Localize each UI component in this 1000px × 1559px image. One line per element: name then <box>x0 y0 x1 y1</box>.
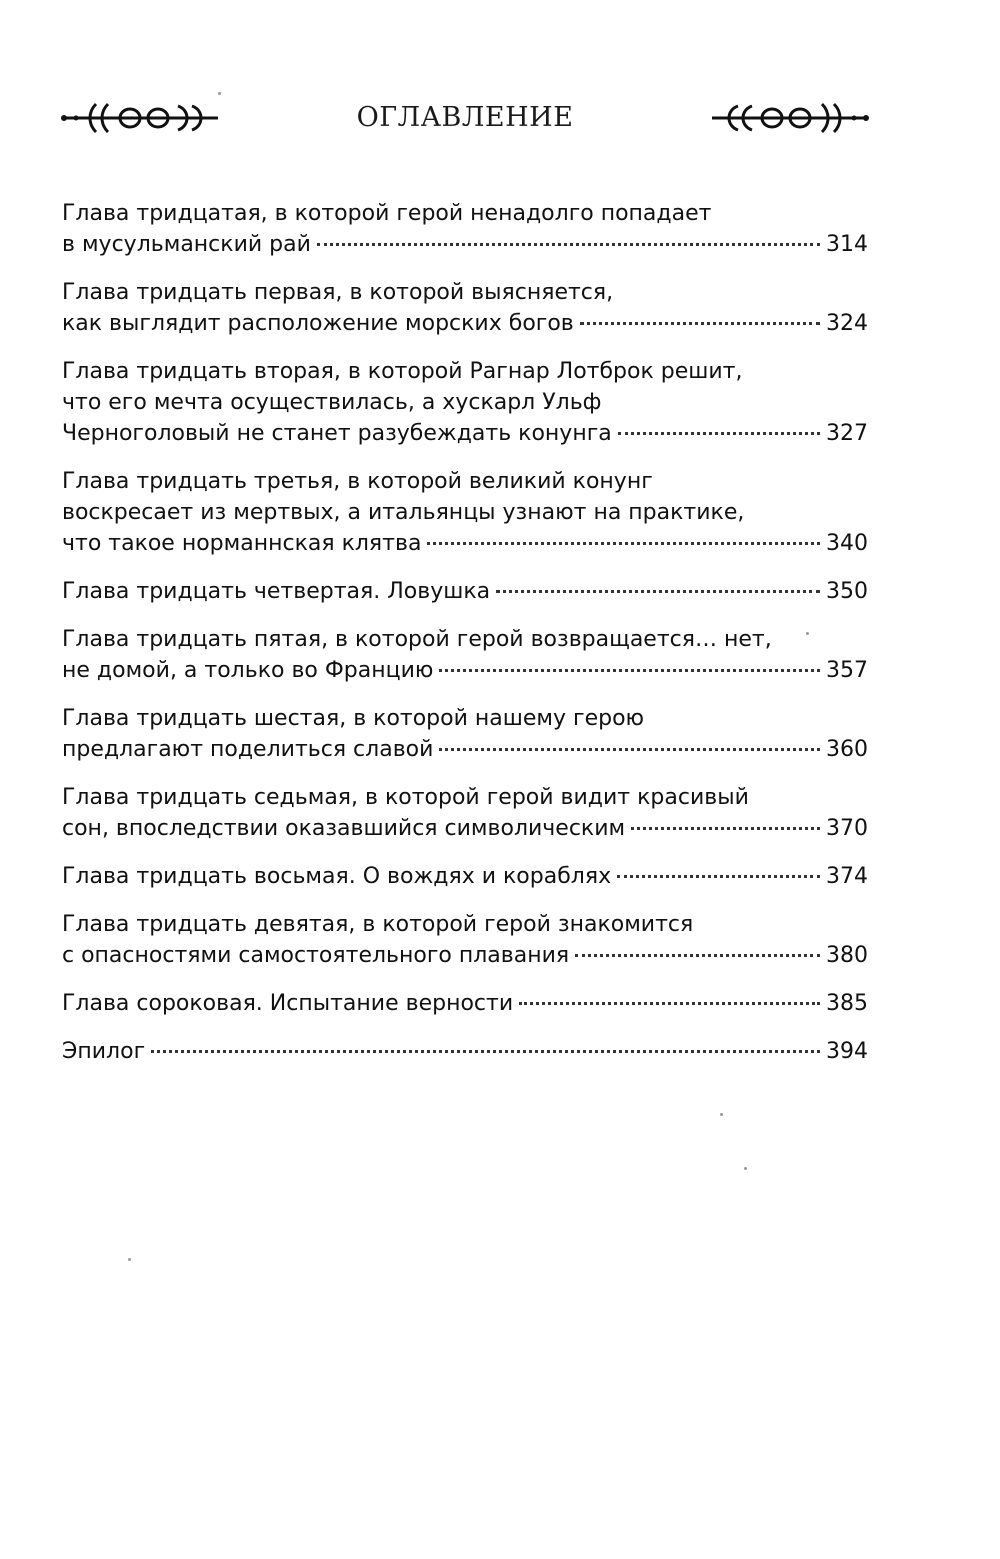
header <box>60 96 870 140</box>
toc-entry <box>62 703 868 765</box>
toc-entry-last-line <box>62 576 868 607</box>
toc-entry-line: Глава сороковая. Испытание верности <box>62 991 514 1016</box>
dot-leader <box>618 432 820 435</box>
toc-entry-line: что его мечта осуществилась, а хускарл Ульф <box>62 390 602 415</box>
toc-entry-last-line <box>62 988 868 1019</box>
print-speck <box>806 632 809 635</box>
toc-entry-line: Глава тридцать третья, в которой великий конунг <box>62 469 653 494</box>
toc-entry-line: Глава тридцать седьмая, в которой герой видит красивый <box>62 785 749 810</box>
toc-entry-line: что такое норманнская клятва <box>62 531 422 556</box>
dot-leader <box>617 875 820 878</box>
dot-leader <box>439 748 820 751</box>
toc-entry-line: Глава тридцать пятая, в которой герой возвращается… нет, <box>62 627 772 652</box>
toc-page-number: 374 <box>826 864 868 889</box>
dot-leader <box>317 243 820 246</box>
dot-leader <box>631 827 820 830</box>
toc-entry <box>62 782 868 844</box>
print-speck <box>720 1113 723 1116</box>
toc-entry-line: Глава тридцать четвертая. Ловушка <box>62 579 491 604</box>
toc-entry-line: не домой, а только во Францию <box>62 658 434 683</box>
dot-leader <box>519 1002 820 1005</box>
toc-entry-line: в мусульманский рай <box>62 232 311 257</box>
toc-page-number: 350 <box>826 579 868 604</box>
toc-entry <box>62 624 868 686</box>
toc-entry-line: воскресает из мертвых, а итальянцы узнают на практике, <box>62 500 745 525</box>
toc-entry-last-line <box>62 940 868 971</box>
toc-entry-last-line <box>62 418 868 449</box>
toc-page-number: 380 <box>826 943 868 968</box>
toc-entry-last-line <box>62 813 868 844</box>
toc-page-number: 340 <box>826 531 868 556</box>
dot-leader <box>580 322 820 325</box>
toc-entry-line: Эпилог <box>62 1039 146 1064</box>
page-title: ОГЛАВЛЕНИЕ <box>356 102 574 133</box>
print-speck <box>218 92 221 95</box>
toc-entry <box>62 909 868 971</box>
toc-entry-line: предлагают поделиться славой <box>62 737 434 762</box>
toc-page-number: 360 <box>826 737 868 762</box>
toc-entry-last-line <box>62 734 868 765</box>
toc-entry-last-line <box>62 308 868 339</box>
toc-entry-last-line <box>62 1036 868 1067</box>
toc-entry <box>62 1036 868 1067</box>
toc-entry-line: Глава тридцать первая, в которой выясняется, <box>62 280 614 305</box>
dot-leader <box>151 1050 820 1053</box>
toc-entry-line: Черноголовый не станет разубеждать конунга <box>62 421 612 446</box>
toc-entry <box>62 988 868 1019</box>
toc-entry <box>62 861 868 892</box>
dot-leader <box>427 542 820 545</box>
toc-entry-line: Глава тридцать девятая, в которой герой знакомится <box>62 912 694 937</box>
print-speck <box>744 1167 747 1170</box>
toc-entry <box>62 466 868 559</box>
toc-entry-line: сон, впоследствии оказавшийся символическим <box>62 816 626 841</box>
toc-page-number: 327 <box>826 421 868 446</box>
toc-entry <box>62 356 868 449</box>
table-of-contents <box>62 198 868 1084</box>
dot-leader <box>439 669 820 672</box>
toc-entry-last-line <box>62 655 868 686</box>
toc-entry-last-line <box>62 229 868 260</box>
ornament-right-icon <box>710 98 870 138</box>
toc-page-number: 357 <box>826 658 868 683</box>
toc-entry-line: Глава тридцать восьмая. О вождях и кораблях <box>62 864 612 889</box>
dot-leader <box>496 590 820 593</box>
print-speck <box>128 1258 131 1261</box>
toc-entry-line: Глава тридцатая, в которой герой ненадолго попадает <box>62 201 712 226</box>
toc-page-number: 370 <box>826 816 868 841</box>
toc-page-number: 314 <box>826 232 868 257</box>
toc-entry <box>62 576 868 607</box>
dot-leader <box>575 954 820 957</box>
toc-page-number: 385 <box>826 991 868 1016</box>
toc-entry-last-line <box>62 861 868 892</box>
toc-page-number: 324 <box>826 311 868 336</box>
toc-entry-line: Глава тридцать шестая, в которой нашему герою <box>62 706 645 731</box>
toc-entry-last-line <box>62 528 868 559</box>
toc-entry-line: как выглядит расположение морских богов <box>62 311 574 336</box>
toc-entry <box>62 277 868 339</box>
toc-entry <box>62 198 868 260</box>
toc-entry-line: с опасностями самостоятельного плавания <box>62 943 570 968</box>
toc-entry-line: Глава тридцать вторая, в которой Рагнар Лотброк решит, <box>62 359 743 384</box>
toc-page-number: 394 <box>826 1039 868 1064</box>
